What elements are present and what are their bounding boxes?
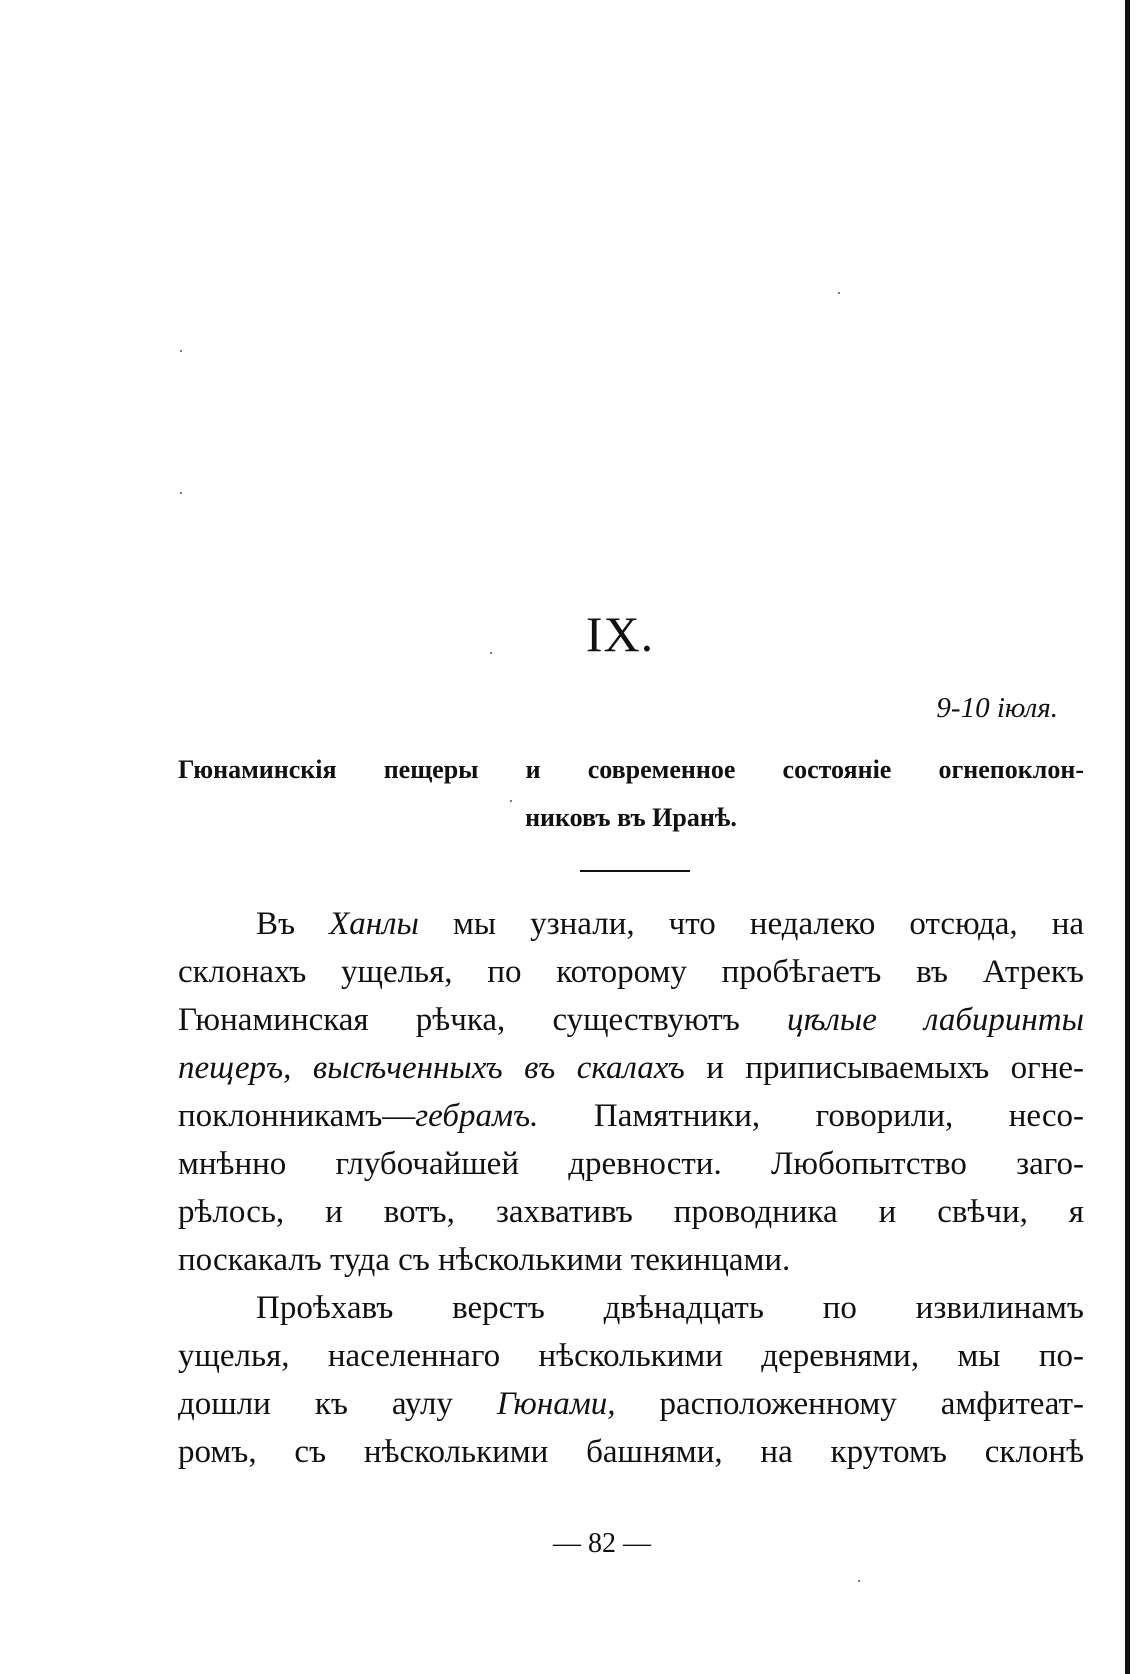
text-line: ромъ, съ нѣсколькими башнями, на крутомъ склонѣ: [178, 1434, 1084, 1470]
section-divider: [580, 870, 690, 872]
text-line: Въ Ханлы мы узнали, что недалеко отсюда, на: [256, 906, 1084, 942]
text-line: мнѣнно глубочайшей древности. Любопытство заго-: [178, 1146, 1084, 1182]
text-line: поскакалъ туда съ нѣсколькими текинцами.: [178, 1242, 791, 1278]
text-line: Гюнаминская рѣчка, существуютъ цѣлые лабиринты: [178, 1002, 1084, 1038]
chapter-title: [178, 746, 1084, 842]
page-edge-border: [1125, 0, 1130, 1674]
text-line: дошли къ аулу Гюнами, расположенному амфитеат-: [178, 1386, 1084, 1422]
text-line: пещеръ, высѣченныхъ въ скалахъ и приписываемыхъ огне-: [178, 1050, 1084, 1086]
text-line: ущелья, населеннаго нѣсколькими деревнями, мы по-: [178, 1338, 1084, 1374]
body-text: [178, 900, 1084, 1476]
text-line: рѣлось, и вотъ, захвативъ проводника и свѣчи, я: [178, 1194, 1084, 1230]
print-speck: [858, 1580, 860, 1582]
chapter-number: IX.: [585, 606, 655, 662]
page-number: — 82 —: [553, 1528, 651, 1559]
text-line: склонахъ ущелья, по которому пробѣгаетъ въ Атрекъ: [178, 954, 1084, 990]
chapter-date: 9-10 iюля.: [936, 692, 1058, 724]
text-line: поклонникамъ—гебрамъ. Памятники, говорили, несо-: [178, 1098, 1084, 1134]
chapter-title-line: никовъ въ Иранѣ.: [525, 803, 737, 832]
print-speck: [838, 292, 840, 294]
print-speck: [180, 350, 182, 352]
text-line: Проѣхавъ верстъ двѣнадцать по извилинамъ: [256, 1290, 1084, 1326]
chapter-title-line: Гюнаминскія пещеры и современное состояніе огнепоклон-: [178, 755, 1084, 784]
print-speck: [180, 492, 182, 494]
